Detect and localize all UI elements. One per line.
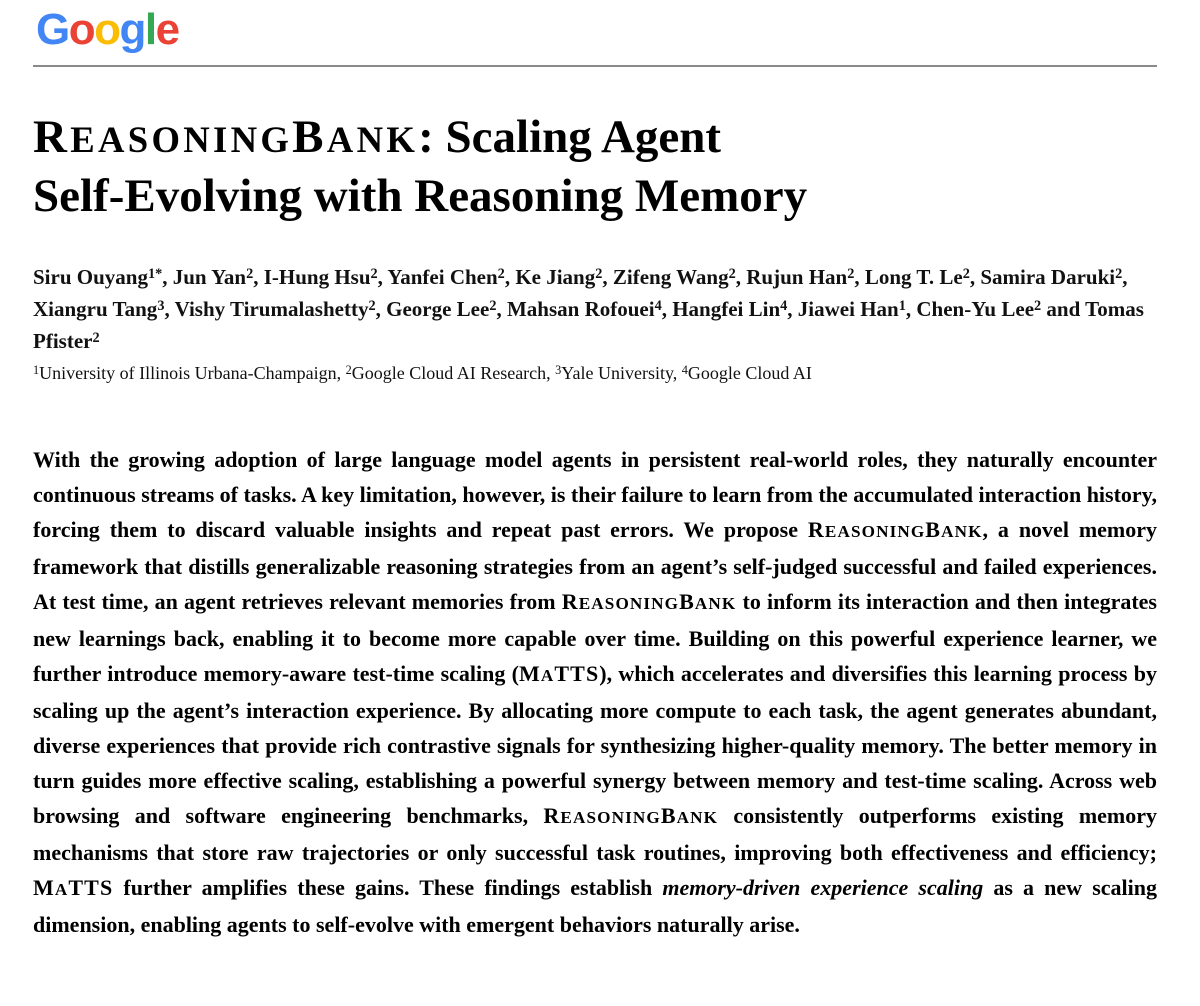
author-affiliation-sup: 2 <box>1115 265 1123 282</box>
author-affiliation-sup: 1 <box>898 297 906 314</box>
author-affiliation-sup: 4 <box>654 297 662 314</box>
logo-letter: e <box>155 5 179 54</box>
author-affiliation-sup: 3 <box>157 297 165 314</box>
affiliation-sup: 2 <box>345 362 352 377</box>
logo-letter: G <box>36 5 69 54</box>
author-affiliation-sup: 4 <box>780 297 788 314</box>
author-affiliation-sup: 2 <box>368 297 376 314</box>
paper-title-line2: Self-Evolving with Reasoning Memory <box>33 170 808 222</box>
header-divider <box>33 65 1157 67</box>
google-logo <box>33 5 1157 54</box>
author-affiliation-sup: 2 <box>847 265 855 282</box>
author-affiliation-sup: 2 <box>1034 297 1042 314</box>
author-affiliation-sup: 2 <box>370 265 378 282</box>
affiliation-sup: 4 <box>681 362 688 377</box>
author-affiliation-sup: 1* <box>147 265 163 282</box>
author-affiliation-sup: 2 <box>728 265 736 282</box>
paper-title-line1: REASONINGBANK: Scaling Agent <box>33 111 722 163</box>
paper-header <box>33 5 1157 67</box>
smallcaps-term: MATTS <box>33 875 114 900</box>
smallcaps-term: REASONINGBANK <box>543 803 719 828</box>
abstract-text: With the growing adoption of large language model agents in persistent real-world roles, they naturally encounter continuous streams of tasks. A key limitation, however, is their failure to learn from the accumulated interaction history, forcing them to discard valuable insights and repeat past errors. We propose REASONINGBANK, a novel memory framework that distills generalizable reasoning strategies from an agent’s self-judged successful and failed experiences. At test time, an agent retrieves relevant memories from REASONINGBANK to inform its interaction and then integrates new learnings back, enabling it to become more capable over time. Building on this powerful experience learner, we further introduce memory-aware test-time scaling (MATTS), which accelerates and diversifies this learning process by scaling up the agent’s interaction experience. By allocating more compute to each task, the agent generates abundant, diverse experiences that provide rich contrastive signals for synthesizing higher-quality memory. The better memory in turn guides more effective scaling, establishing a powerful synergy between memory and test-time scaling. Across web browsing and software engineering benchmarks, REASONINGBANK consistently outperforms existing memory mechanisms that store raw trajectories or only successful task routines, improving both effectiveness and efficiency; MATTS further amplifies these gains. These findings establish memory-driven experience scaling as a new scaling dimension, enabling agents to self-evolve with emergent behaviors naturally arise. <box>33 447 1158 937</box>
affiliation-list: $^1$University of Illinois Urbana-Champaign, $^2$Google Cloud AI Research, $^3$Yale University, $^4$Google Cloud AI <box>33 362 812 383</box>
logo-letter: g <box>119 5 145 54</box>
author-affiliation-sup: 2 <box>246 265 254 282</box>
author-list: Siru Ouyang$^{1*}$, Jun Yan$^2$, I-Hung Hsu$^2$, Yanfei Chen$^2$, Ke Jiang$^2$, Zifeng Wang$^2$, Rujun Han$^2$, Long T. Le$^2$, Samira Daruki$^2$, Xiangru Tang$^3$, Vishy Tirumalashetty$^2$, George Lee$^2$, Mahsan Rofouei$^4$, Hangfei Lin$^4$, Jiawei Han$^1$, Chen-Yu Lee$^2$ and Tomas Pfister$^2$ <box>33 265 1144 353</box>
author-affiliation-sup: 2 <box>489 297 497 314</box>
italic-term: memory-driven experience scaling <box>662 875 984 900</box>
smallcaps-term: REASONINGBANK <box>561 589 737 614</box>
author-affiliation-sup: 2 <box>92 329 100 346</box>
smallcaps-term: MATTS <box>519 661 600 686</box>
paper-title <box>33 109 1157 225</box>
smallcaps-term: REASONINGBANK <box>807 517 983 542</box>
affiliation-sup: 3 <box>555 362 562 377</box>
author-affiliation-sup: 2 <box>962 265 970 282</box>
logo-letter: o <box>68 5 95 54</box>
author-affiliation-sup: 2 <box>497 265 505 282</box>
logo-letter: l <box>144 5 156 54</box>
affiliation-sup: 1 <box>33 362 40 377</box>
logo-letter: o <box>94 5 120 54</box>
author-affiliation-sup: 2 <box>595 265 603 282</box>
smallcaps-term: REASONINGBANK <box>33 111 419 163</box>
